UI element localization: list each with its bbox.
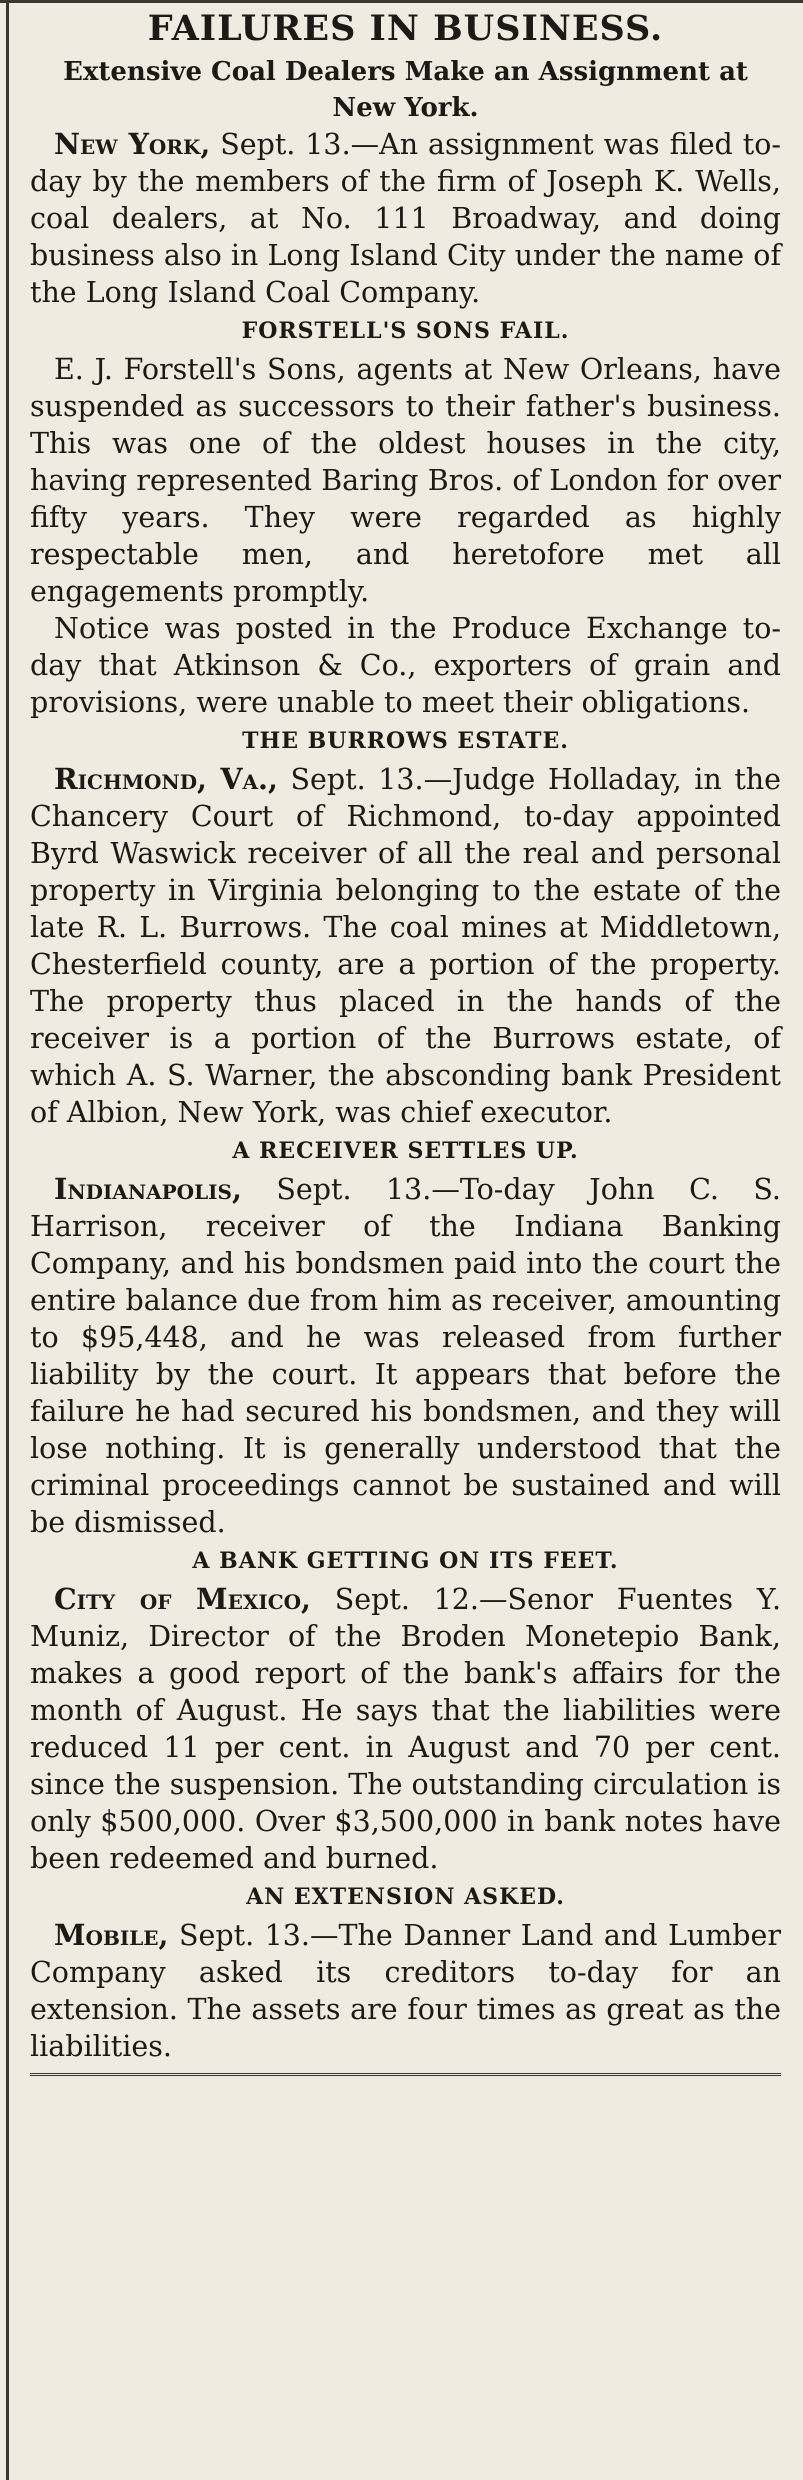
article-paragraph-mobile	[30, 1917, 781, 2065]
paragraph-body: Sept. 13.—To-day John C. S. Harrison, receiver of the Indiana Banking Company, and his bondsmen paid into the court the entire balance due from him as receiver, amounting to $95,448, and he was released from further liability by the court. It appears that before the failure he had secured his bondsmen, and they will lose nothing. It is generally understood that the criminal proceedings cannot be sustained and will be dismissed.	[30, 1173, 781, 1539]
article-paragraph-mexico	[30, 1581, 781, 1877]
article-paragraph-indianapolis	[30, 1171, 781, 1541]
dateline: Mobile,	[54, 1918, 169, 1952]
subhead-extension-asked: AN EXTENSION ASKED.	[246, 1884, 565, 1910]
dateline: New York,	[54, 127, 211, 161]
headline: FAILURES IN BUSINESS.	[147, 8, 664, 49]
article-paragraph-richmond	[30, 761, 781, 1131]
paragraph-body: Sept. 13.—An assignment was filed to-day by the members of the firm of Joseph K. Wells, coal dealers, at No. 111 Broadway, and doing business also in Long Island City under the name of the Long Island Coal Company.	[30, 128, 781, 309]
paragraph-body: E. J. Forstell's Sons, agents at New Orleans, have suspended as successors to their father's business. This was one of the oldest houses in the city, having represented Baring Bros. of London for over fifty years. They were regarded as highly respectable men, and heretofore met all engagements promptly.	[30, 353, 781, 608]
subhead-receiver-settles: A RECEIVER SETTLES UP.	[232, 1138, 579, 1164]
deck-headline: Extensive Coal Dealers Make an Assignment at New York.	[63, 57, 748, 123]
dateline: Indianapolis,	[54, 1172, 242, 1206]
dateline: City of Mexico,	[54, 1582, 311, 1616]
paragraph-body: Sept. 12.—Senor Fuentes Y. Muniz, Director of the Broden Monetepio Bank, makes a good report of the bank's affairs for the month of August. He says that the liabilities were reduced 11 per cent. in August and 70 per cent. since the suspension. The outstanding circulation is only $500,000. Over $3,500,000 in bank notes have been redeemed and burned.	[30, 1583, 781, 1875]
subhead-burrows-estate: THE BURROWS ESTATE.	[242, 728, 569, 754]
dateline: Richmond, Va.,	[54, 762, 278, 796]
article-paragraph-new-york	[30, 126, 781, 311]
paragraph-body: Sept. 13.—The Danner Land and Lumber Company asked its creditors to-day for an extension. The assets are four times as great as the liabilities.	[30, 1919, 781, 2063]
paragraph-body: Sept. 13.—Judge Holladay, in the Chancery Court of Richmond, to-day appointed Byrd Waswick receiver of all the real and personal property in Virginia belonging to the estate of the late R. L. Burrows. The coal mines at Middletown, Chesterfield county, are a portion of the property. The property thus placed in the hands of the receiver is a portion of the Burrows estate, of which A. S. Warner, the absconding bank President of Albion, New York, was chief executor.	[30, 763, 782, 1129]
column-bottom-rule	[30, 2073, 781, 2076]
article-paragraph-atkinson	[30, 610, 781, 721]
subhead-forstells-sons: FORSTELL'S SONS FAIL.	[241, 318, 570, 344]
column-left-rule	[6, 0, 9, 2480]
subhead-bank-getting-on-feet: A BANK GETTING ON ITS FEET.	[192, 1548, 619, 1574]
article-paragraph-forstell	[30, 351, 781, 610]
paragraph-body: Notice was posted in the Produce Exchange to-day that Atkinson & Co., exporters of grain and provisions, were unable to meet their obligations.	[30, 612, 781, 719]
column-top-rule	[0, 0, 803, 3]
